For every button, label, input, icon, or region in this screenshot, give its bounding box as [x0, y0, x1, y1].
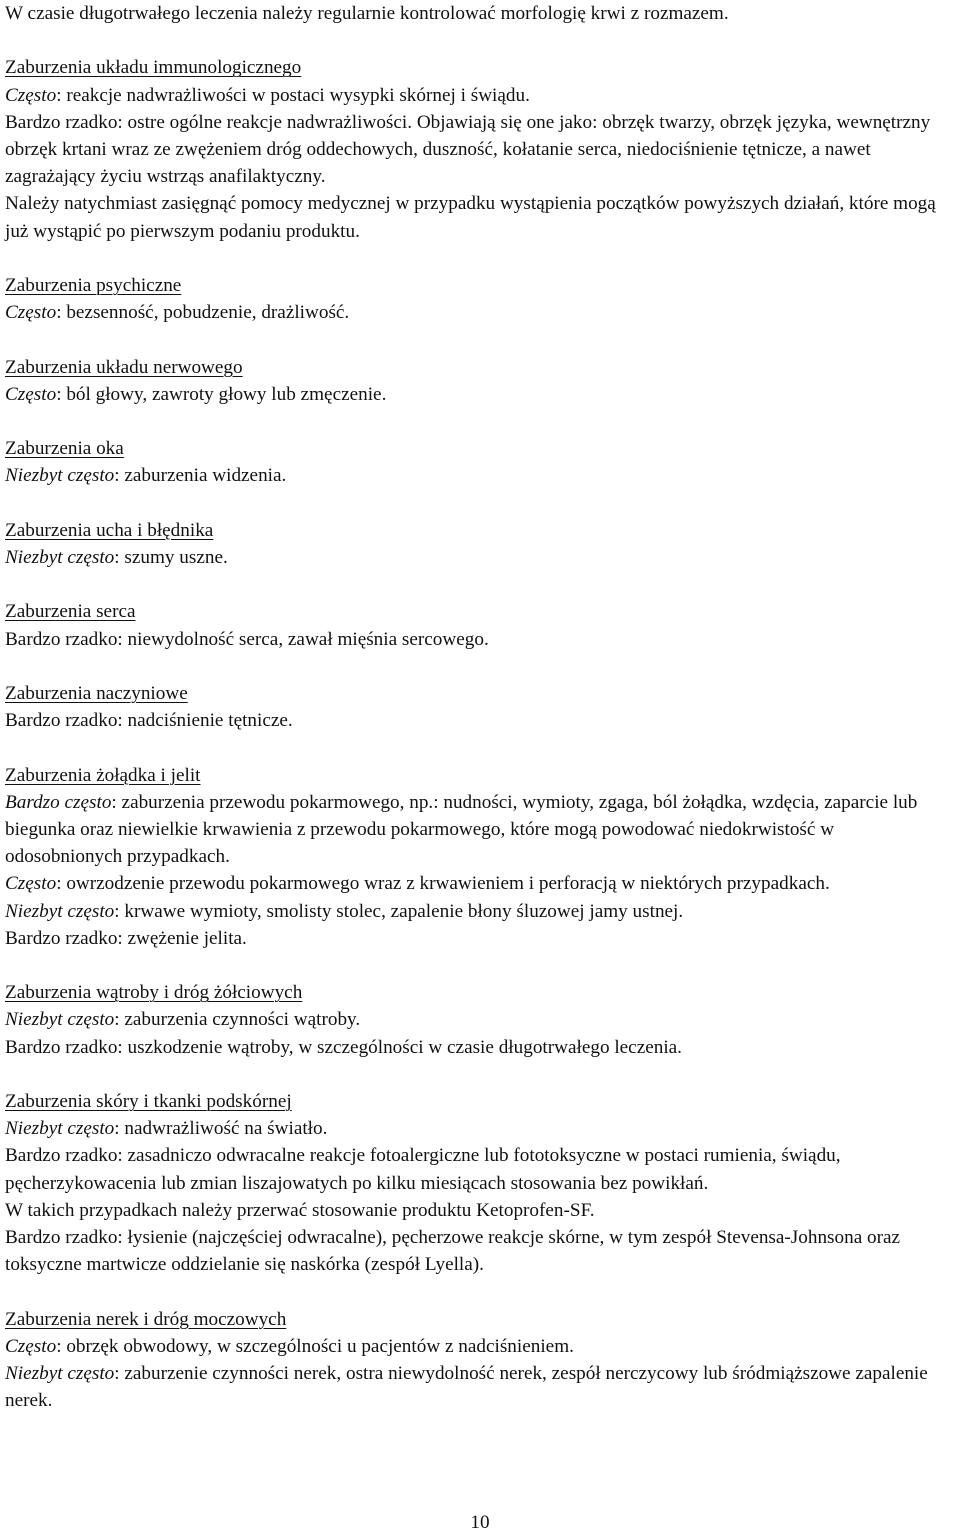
line-text: : obrzęk obwodowy, w szczególności u pacjentów z nadciśnieniem. [56, 1335, 574, 1357]
section-line [5, 82, 953, 109]
line-text: : zaburzenia przewodu pokarmowego, np.: nudności, wymioty, zgaga, ból żołądka, wzdęcia, zaparcie lub biegunka oraz niewielkie krwawienia z przewodu pokarmowego, które mogą powodować niedokrwistość w odosobnionych przypadkach. [5, 791, 918, 868]
section-heading: Zaburzenia psychiczne [5, 275, 182, 296]
section-line [5, 1034, 953, 1061]
line-text: W takich przypadkach należy przerwać stosowanie produktu Ketoprofen-SF. [5, 1199, 595, 1221]
frequency-label: Bardzo często [5, 791, 112, 813]
line-text: Bardzo rzadko: łysienie (najczęściej odwracalne), pęcherzowe reakcje skórne, w tym zespół Stevensa-Johnsona oraz toksyczne martwicze oddzielanie się naskórka (zespół Lyella). [5, 1226, 901, 1276]
section-line [5, 190, 953, 244]
section-nervous [5, 354, 953, 408]
section-line [5, 1360, 953, 1414]
section-heading: Zaburzenia skóry i tkanki podskórnej [5, 1090, 292, 1112]
section-line [5, 707, 953, 734]
frequency-label: Często [5, 84, 57, 106]
document-body [5, 0, 953, 1414]
section-line [5, 462, 953, 489]
line-text: Bardzo rzadko: ostre ogólne reakcje nadwrażliwości. Objawiają się one jako: obrzęk twarzy, obrzęk języka, wewnętrzny obrzęk krtani wraz ze zwężeniem dróg oddechowych, duszność, kołatanie serca, niedociśnienie tętnicze, a nawet zagrażający życiu wstrząs anafilaktyczny. [5, 111, 931, 188]
line-text: : nadwrażliwość na światło. [114, 1118, 328, 1140]
line-text: Należy natychmiast zasięgnąć pomocy medycznej w przypadku wystąpienia początków powyższych działań, które mogą już wystąpić po pierwszym podaniu produktu. [5, 193, 936, 242]
section-immune [5, 54, 953, 244]
line-text: : ból głowy, zawroty głowy lub zmęczenie. [56, 383, 387, 405]
frequency-label: Często [5, 383, 57, 405]
line-text: : owrzodzenie przewodu pokarmowego wraz z krwawieniem i perforacją w niektórych przypadkach. [56, 873, 830, 895]
section-line [5, 1142, 953, 1196]
line-text: Bardzo rzadko: zwężenie jelita. [5, 927, 247, 949]
section-line [5, 925, 953, 952]
frequency-label: Niezbyt często [5, 465, 115, 487]
section-heading: Zaburzenia układu nerwowego [5, 356, 243, 378]
section-line [5, 1197, 953, 1224]
section-line [5, 299, 953, 326]
section-skin [5, 1088, 953, 1278]
line-text: : krwawe wymioty, smolisty stolec, zapalenie błony śluzowej jamy ustnej. [114, 900, 684, 922]
section-heading: Zaburzenia układu immunologicznego [5, 57, 302, 79]
section-line [5, 1224, 953, 1278]
section-heading: Zaburzenia oka [5, 438, 124, 460]
section-line [5, 1006, 953, 1033]
section-psychiatric [5, 272, 953, 326]
section-line [5, 381, 953, 408]
section-line [5, 898, 953, 925]
section-line [5, 870, 953, 897]
line-text: Bardzo rzadko: nadciśnienie tętnicze. [5, 710, 293, 732]
section-heading: Zaburzenia naczyniowe [5, 682, 188, 704]
line-text: : bezsenność, pobudzenie, drażliwość. [56, 302, 350, 324]
frequency-label: Często [5, 302, 57, 324]
section-eye [5, 435, 953, 489]
section-heading: Zaburzenia wątroby i dróg żółciowych [5, 982, 303, 1004]
section-vascular [5, 680, 953, 734]
section-heading: Zaburzenia nerek i dróg moczowych [5, 1308, 287, 1330]
page-number: 10 [470, 1512, 490, 1533]
section-ear [5, 517, 953, 571]
section-liver [5, 979, 953, 1061]
section-line [5, 544, 953, 571]
frequency-label: Często [5, 1335, 57, 1357]
frequency-label: Niezbyt często [5, 546, 115, 568]
line-text: : zaburzenia widzenia. [114, 465, 287, 487]
frequency-label: Niezbyt często [5, 1118, 115, 1140]
line-text: Bardzo rzadko: zasadniczo odwracalne reakcje fotoalergiczne lub fototoksyczne w postaci rumienia, świądu, pęcherzykowacenia lub zmian liszajowatych po kilku miesiącach stosowania bez powikłań. [5, 1145, 841, 1194]
section-kidney [5, 1306, 953, 1415]
section-line [5, 1115, 953, 1142]
frequency-label: Niezbyt często [5, 1009, 115, 1031]
line-text: Bardzo rzadko: uszkodzenie wątroby, w szczególności w czasie długotrwałego leczenia. [5, 1036, 682, 1058]
frequency-label: Często [5, 873, 57, 895]
line-text: : reakcje nadwrażliwości w postaci wysypki skórnej i świądu. [56, 84, 530, 106]
section-line [5, 109, 953, 191]
intro-paragraph: W czasie długotrwałego leczenia należy regularnie kontrolować morfologię krwi z rozmazem. [5, 3, 729, 24]
section-line [5, 1333, 953, 1360]
line-text: : zaburzenia czynności wątroby. [114, 1009, 361, 1031]
frequency-label: Niezbyt często [5, 900, 115, 922]
section-heart [5, 598, 953, 652]
frequency-label: Niezbyt często [5, 1362, 115, 1384]
line-text: Bardzo rzadko: niewydolność serca, zawał mięśnia sercowego. [5, 628, 489, 650]
line-text: : szumy uszne. [114, 546, 228, 568]
section-line [5, 626, 953, 653]
line-text: : zaburzenie czynności nerek, ostra niewydolność nerek, zespół nerczycowy lub śródmiąższowe zapalenie nerek. [5, 1362, 928, 1412]
section-gastrointestinal [5, 762, 953, 952]
section-heading: Zaburzenia ucha i błędnika [5, 519, 214, 541]
section-line [5, 789, 953, 871]
section-heading: Zaburzenia żołądka i jelit [5, 764, 201, 786]
section-heading: Zaburzenia serca [5, 601, 136, 623]
